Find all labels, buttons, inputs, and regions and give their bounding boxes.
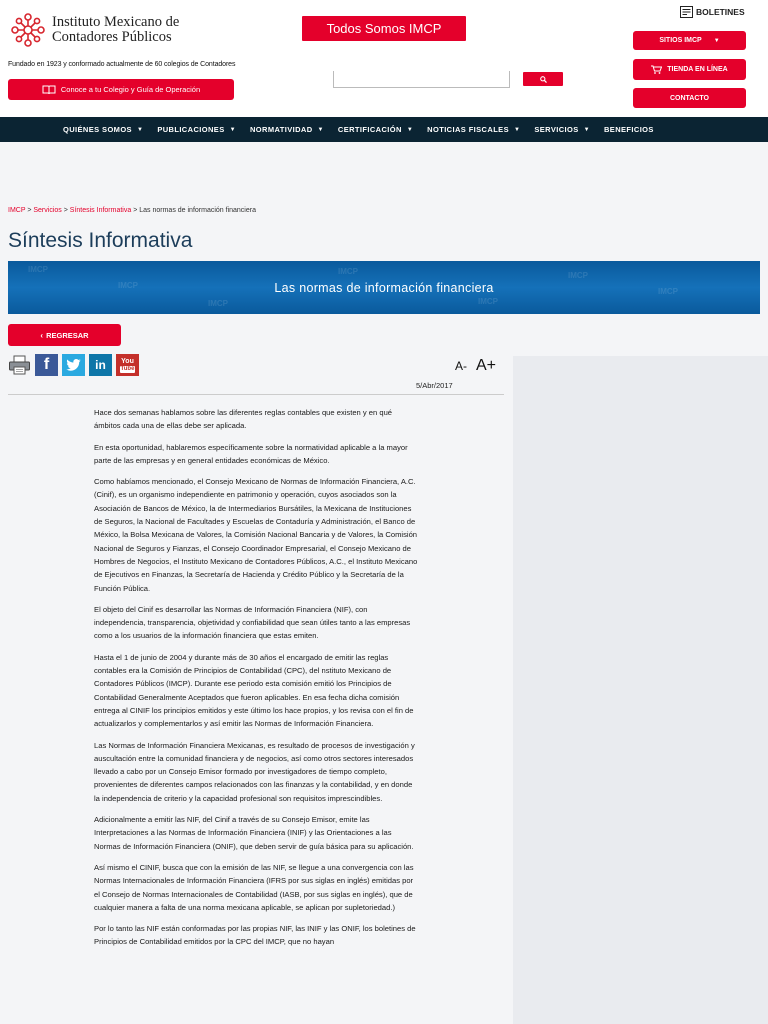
breadcrumb-current: Las normas de información financiera: [139, 207, 256, 214]
logo-line-1: Instituto Mexicano de: [52, 14, 180, 30]
youtube-icon[interactable]: [116, 354, 139, 376]
breadcrumb-separator: >: [63, 207, 68, 214]
nav-item-certificacion[interactable]: [338, 125, 413, 134]
caret-down-icon: ▼: [583, 126, 590, 133]
caret-down-icon: ▼: [317, 126, 324, 133]
regresar-label: REGRESAR: [46, 330, 89, 340]
breadcrumb-sintesis[interactable]: Síntesis Informativa: [69, 207, 132, 214]
imcp-logo[interactable]: [8, 10, 179, 50]
contacto-label: CONTACTO: [669, 94, 710, 102]
article-paragraph: Adicionalmente a emitir las NIF, del Cinif a través de su Consejo Emisor, emite las Interpretaciones a las Normas de Información Financiera (INIF) y las Orientaciones a las Normas de Información Financiera (ONIF), que deben servir de guía básica para su aplicación.: [94, 815, 414, 851]
youtube-glyph-top: You: [121, 357, 134, 365]
todos-somos-imcp-button[interactable]: [302, 16, 466, 41]
conoce-colegio-label: Conoce a tu Colegio y Guía de Operación: [60, 85, 201, 94]
nav-item-noticias-fiscales[interactable]: [427, 125, 520, 134]
article-paragraph: Así mismo el CINIF, busca que con la emisión de las NIF, se llegue a una convergencia con las Normas Internacionales de Información Financiera (IFRS por sus siglas en inglés) emitidas por el Consejo de Normas Internacionales de Contabilidad (IASB, por sus siglas en inglés), que de cualquier manera a falta de una norma mexicana aplicable, se aplican por supletoriedad.): [94, 862, 414, 912]
nav-item-beneficios[interactable]: [604, 125, 654, 134]
breadcrumb-separator: >: [27, 207, 32, 214]
nav-item-normatividad[interactable]: [250, 125, 324, 134]
banner-watermark: IMCP: [118, 281, 138, 290]
caret-down-icon: ▼: [136, 126, 144, 133]
font-size-controls: [455, 357, 496, 375]
banner-watermark: IMCP: [658, 287, 678, 296]
sitios-imcp-button[interactable]: [633, 31, 746, 50]
newsletter-icon: [680, 6, 693, 18]
article-paragraph: Las Normas de Información Financiera Mexicanas, es resultado de procesos de investigación y auscultación entre la comunidad financiera y de negocios, así como otros sectores interesados llevado a cabo por un Consejo Emisor formado por investigadores de tiempo completo, provenientes de diferentes campos relacionados con las finanzas y la contabilidad, y en donde la independencia de criterio y la capacidad profesional son requisitos imprescindibles.: [94, 740, 415, 803]
tienda-en-linea-label: TIENDA EN LÍNEA: [667, 66, 728, 73]
nav-item-publicaciones[interactable]: [157, 125, 236, 134]
tienda-en-linea-button[interactable]: [633, 59, 746, 80]
search-icon: [540, 76, 547, 83]
main-nav: [0, 117, 768, 142]
nav-label: BENEFICIOS: [603, 125, 654, 134]
article-paragraph: Como habíamos mencionado, el Consejo Mexicano de Normas de Información Financiera, A.C. (Cinif), es un organismo independiente en patrimonio y operación, cuyos asociados son la Asociación de Bancos de México, la de Intermediarios Bursátiles, la Mexicana de Instituciones de Seguros, la Nacional de Facultades y Escuelas de Contaduría y Administración, el Banco de México, la Bolsa Mexicana de Valores, la Comisión Nacional Bancaria y de Valores, la Comisión Nacional de Seguros y Fianzas, el Consejo Coordinador Empresarial, el Consejo Mexicano de Hombres de Negocios, el Instituto Mexicano de Contadores Públicos, A.C., el Instituto Mexicano de Ejecutivos en Finanzas, la Secretaría de Hacienda y Crédito Público y la Secretaría de la Función Pública.: [94, 477, 418, 593]
breadcrumb-imcp[interactable]: IMCP: [8, 207, 26, 214]
banner-watermark: IMCP: [338, 267, 358, 276]
article-paragraph: Hasta el 1 de junio de 2004 y durante más de 30 años el encargado de emitir las reglas contables era la Comisión de Principios de Contabilidad (CPC), del nstituto Mexicano de Contadores Públicos (IMCP). Durante ese periodo esta comisión emitió los Principios de Contabilidad Generalmente Aceptados que fueron aplicables. En esa fecha dicha comisión entrega al CINIF los principios emitidos y este último los hace propios, y los revisa con el fin de actualizarlos y complementarlos y así emitir las Normas de Información Financiera.: [94, 652, 414, 729]
facebook-icon[interactable]: [35, 354, 58, 376]
sitios-imcp-label: SITIOS IMCP: [659, 37, 702, 44]
contacto-button[interactable]: [633, 88, 746, 108]
banner-watermark: IMCP: [28, 265, 48, 274]
cart-icon: [651, 65, 662, 74]
breadcrumb-servicios[interactable]: Servicios: [33, 207, 62, 214]
search-button[interactable]: [523, 72, 563, 86]
banner-watermark: IMCP: [478, 297, 498, 306]
sidebar-panel: [513, 356, 768, 1024]
logo-line-2: Contadores Públicos: [52, 29, 172, 45]
youtube-glyph-bottom: Tube: [120, 365, 135, 372]
site-header: [0, 0, 768, 117]
search-input[interactable]: [333, 71, 510, 88]
banner-watermark: IMCP: [568, 271, 588, 280]
facebook-glyph: f: [43, 356, 50, 373]
imcp-logo-icon: [8, 10, 48, 50]
regresar-button[interactable]: [8, 324, 121, 346]
breadcrumb-separator: >: [133, 207, 138, 214]
publish-date: 5/Abr/2017: [416, 381, 453, 390]
nav-label: NORMATIVIDAD: [249, 125, 313, 134]
todos-somos-imcp-label: Todos Somos IMCP: [326, 21, 442, 36]
banner-title: Las normas de información financiera: [274, 280, 494, 295]
nav-item-quienes-somos[interactable]: [63, 125, 143, 134]
nav-label: PUBLICACIONES: [157, 125, 225, 134]
share-bar: [8, 354, 139, 376]
breadcrumb: [8, 207, 256, 214]
article-banner: [8, 261, 760, 314]
caret-down-icon: ▼: [513, 126, 521, 133]
print-icon[interactable]: [8, 354, 31, 376]
linkedin-icon[interactable]: [89, 354, 112, 376]
nav-label: QUIÉNES SOMOS: [63, 125, 132, 134]
caret-down-icon: ▼: [406, 126, 414, 133]
article-paragraph: El objeto del Cinif es desarrollar las Normas de Información Financiera (NIF), con independencia, transparencia, objetividad y confiabilidad que sean útiles tanto a las empresas como a los usuarios de la información financiera que estas emiten.: [94, 604, 411, 641]
boletines-label: BOLETINES: [696, 7, 745, 17]
nav-label: NOTICIAS FISCALES: [427, 125, 509, 134]
logo-text: [52, 15, 179, 45]
nav-label: CERTIFICACIÓN: [337, 125, 402, 134]
founded-text: Fundado en 1923 y conformado actualmente de 60 colegios de Contadores: [8, 61, 236, 68]
article-paragraph: Hace dos semanas hablamos sobre las diferentes reglas contables que existen y en qué ámbitos cada una de ellas debe ser aplicada.: [94, 408, 393, 431]
book-icon: [42, 85, 56, 95]
increase-font-button[interactable]: A+: [476, 357, 497, 374]
article-paragraph: En esta oportunidad, hablaremos específicamente sobre la normatividad aplicable a la mayor parte de las empresas y en general entidades económicas de México.: [94, 442, 408, 465]
article-body: [94, 406, 418, 957]
banner-watermark: IMCP: [208, 299, 228, 308]
nav-item-servicios[interactable]: [534, 125, 590, 134]
divider: [8, 394, 504, 395]
twitter-icon[interactable]: [62, 354, 85, 376]
article-paragraph: Por lo tanto las NIF están conformadas por las propias NIF, las INIF y las ONIF, los boletines de Principios de Contabilidad emitidos por la CPC del IMCP, que no hayan: [94, 924, 416, 947]
chevron-left-icon: ‹: [40, 330, 44, 340]
conoce-colegio-button[interactable]: [8, 79, 234, 100]
chevron-down-icon: ▼: [713, 37, 720, 44]
nav-label: SERVICIOS: [534, 125, 579, 134]
page-title: Síntesis Informativa: [8, 229, 193, 252]
caret-down-icon: ▼: [229, 126, 236, 133]
decrease-font-button[interactable]: A-: [455, 359, 467, 373]
linkedin-glyph: in: [95, 358, 106, 372]
boletines-link[interactable]: [680, 6, 745, 18]
